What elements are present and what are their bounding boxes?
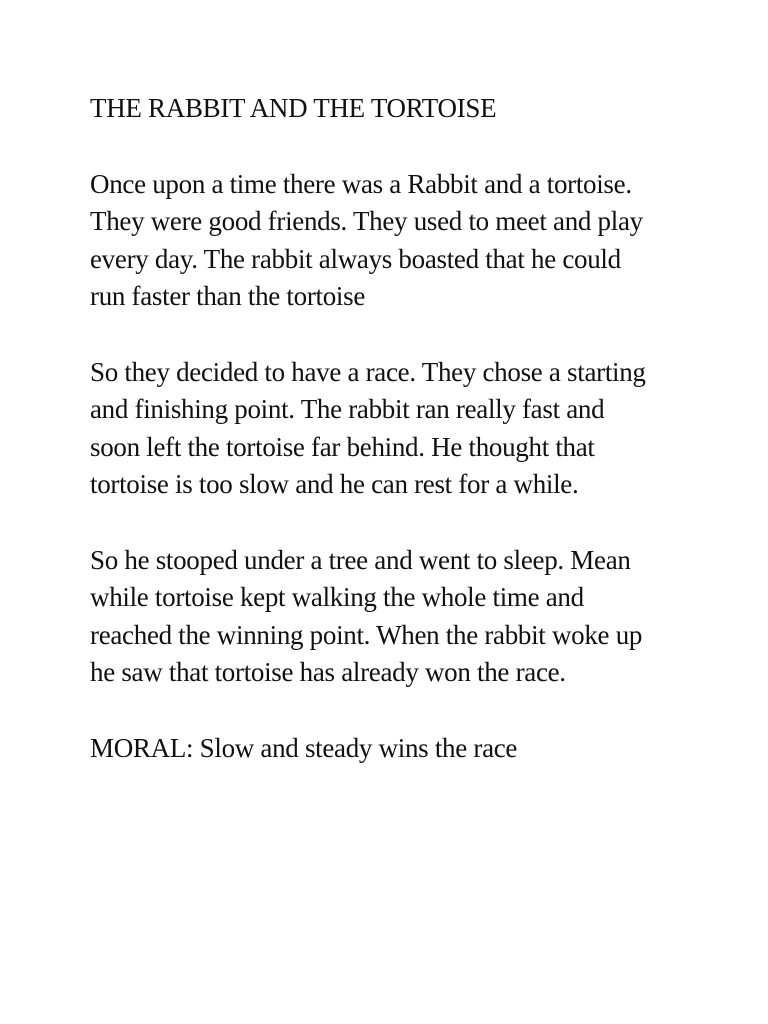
paragraph-1 xyxy=(90,166,730,316)
paragraph-line: while tortoise kept walking the whole time and xyxy=(90,582,584,612)
paragraph-line: run faster than the tortoise xyxy=(90,281,366,311)
paragraph-2 xyxy=(90,354,730,504)
paragraph-line: soon left the tortoise far behind. He thought that xyxy=(90,431,595,462)
paragraph-line: So he stooped under a tree and went to sleep. Mean xyxy=(90,544,631,575)
story-title: THE RABBIT AND THE TORTOISE xyxy=(90,93,497,123)
document-page xyxy=(90,90,730,767)
paragraph-line: They were good friends. They used to meet and play xyxy=(90,206,643,236)
paragraph-line: reached the winning point. When the rabbit woke up xyxy=(90,619,643,650)
paragraph-3 xyxy=(90,542,730,692)
paragraph-line: he saw that tortoise has already won the race. xyxy=(90,657,566,687)
paragraph-line: every day. The rabbit always boasted that he could xyxy=(90,243,621,274)
paragraph-line: tortoise is too slow and he can rest for a while. xyxy=(90,469,579,499)
paragraph-line: and finishing point. The rabbit ran really fast and xyxy=(90,394,605,424)
paragraph-line: So they decided to have a race. They chose a starting xyxy=(90,356,646,387)
story-moral: MORAL: Slow and steady wins the race xyxy=(90,732,518,763)
paragraph-line: Once upon a time there was a Rabbit and a tortoise. xyxy=(90,168,632,199)
